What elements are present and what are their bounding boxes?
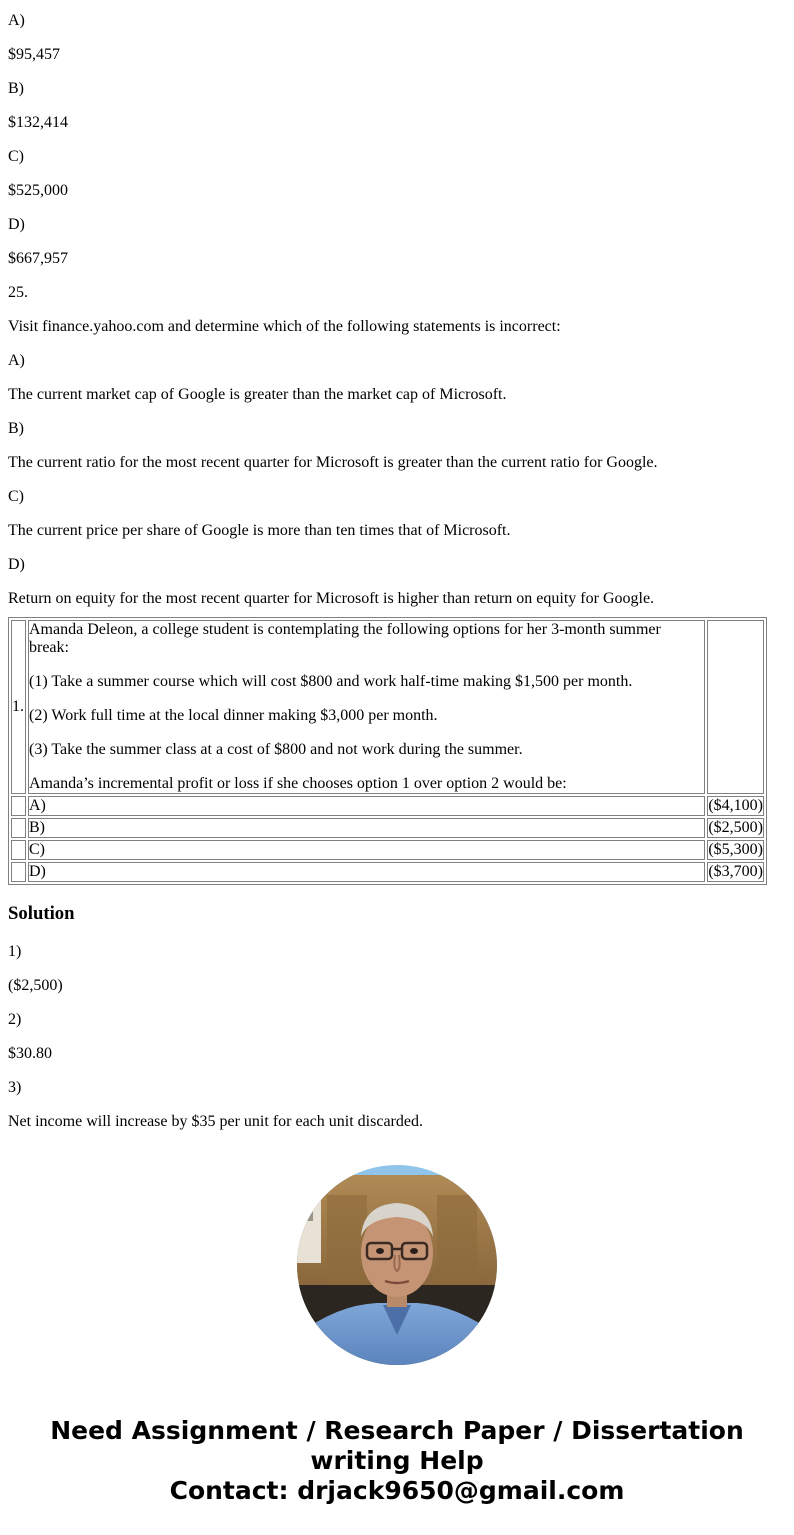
stem-line: (3) Take the summer class at a cost of $800 and not work during the summer. (29, 741, 523, 758)
solution-answer: $30.80 (8, 1045, 52, 1062)
option-letter: A) (8, 352, 25, 369)
option-letter: D) (8, 216, 25, 233)
solution-answer: ($2,500) (8, 977, 63, 994)
question-text: Visit finance.yahoo.com and determine which of the following statements is incorrect: (8, 318, 561, 335)
tutor-avatar (297, 1165, 497, 1365)
option-letter: B) (8, 420, 24, 437)
promo-line: writing Help (310, 1446, 484, 1475)
question-number: 25. (8, 284, 28, 301)
empty-cell (707, 620, 764, 794)
solution-heading: Solution (8, 903, 75, 924)
option-value: ($5,300) (708, 841, 763, 858)
option-text: $95,457 (8, 46, 60, 63)
option-text: Return on equity for the most recent quarter for Microsoft is higher than return on equity for Google. (8, 590, 655, 607)
option-letter: D) (8, 556, 25, 573)
prior-question-options (8, 12, 786, 608)
option-letter: C) (8, 488, 24, 505)
stem-line: Amanda Deleon, a college student is contemplating the following options for her 3-month summer break: (29, 621, 661, 656)
option-text: The current price per share of Google is more than ten times that of Microsoft. (8, 522, 511, 539)
option-letter: A) (8, 12, 25, 29)
solution-answer: Net income will increase by $35 per unit for each unit discarded. (8, 1113, 423, 1130)
option-letter: C) (28, 840, 705, 860)
option-text: The current ratio for the most recent quarter for Microsoft is greater than the current ratio for Google. (8, 454, 658, 471)
stem-line: Amanda’s incremental profit or loss if she chooses option 1 over option 2 would be: (29, 775, 567, 792)
promo-line: Need Assignment / Research Paper / Dissertation (50, 1416, 744, 1445)
option-row (11, 862, 764, 882)
option-letter: C) (8, 148, 24, 165)
option-row (11, 818, 764, 838)
empty-cell (11, 862, 26, 882)
option-text: $667,957 (8, 250, 68, 267)
option-row (11, 840, 764, 860)
option-text: $132,414 (8, 114, 68, 131)
promo-contact: Contact: drjack9650@gmail.com (169, 1476, 625, 1505)
option-row (11, 796, 764, 816)
promo-banner (0, 1416, 794, 1506)
option-text: $525,000 (8, 182, 68, 199)
solution-label: 1) (8, 943, 22, 960)
option-value: ($3,700) (708, 863, 763, 880)
option-text: The current market cap of Google is greater than the market cap of Microsoft. (8, 386, 507, 403)
solution-list (8, 943, 786, 1131)
solution-label: 2) (8, 1011, 22, 1028)
question-stem-row (11, 620, 764, 794)
solution-label: 3) (8, 1079, 22, 1096)
option-letter: B) (28, 818, 705, 838)
question-number: 1. (11, 620, 26, 794)
option-value: ($2,500) (708, 819, 763, 836)
stem-line: (2) Work full time at the local dinner making $3,000 per month. (29, 707, 438, 724)
empty-cell (11, 796, 26, 816)
tutor-portrait-image (297, 1165, 497, 1365)
document-page (0, 12, 794, 1131)
option-letter: A) (28, 796, 705, 816)
option-letter: D) (28, 862, 705, 882)
empty-cell (11, 840, 26, 860)
option-letter: B) (8, 80, 24, 97)
question-stem (28, 620, 705, 794)
empty-cell (11, 818, 26, 838)
option-value: ($4,100) (708, 797, 763, 814)
question-table (8, 617, 767, 885)
stem-line: (1) Take a summer course which will cost $800 and work half-time making $1,500 per month. (29, 673, 633, 690)
